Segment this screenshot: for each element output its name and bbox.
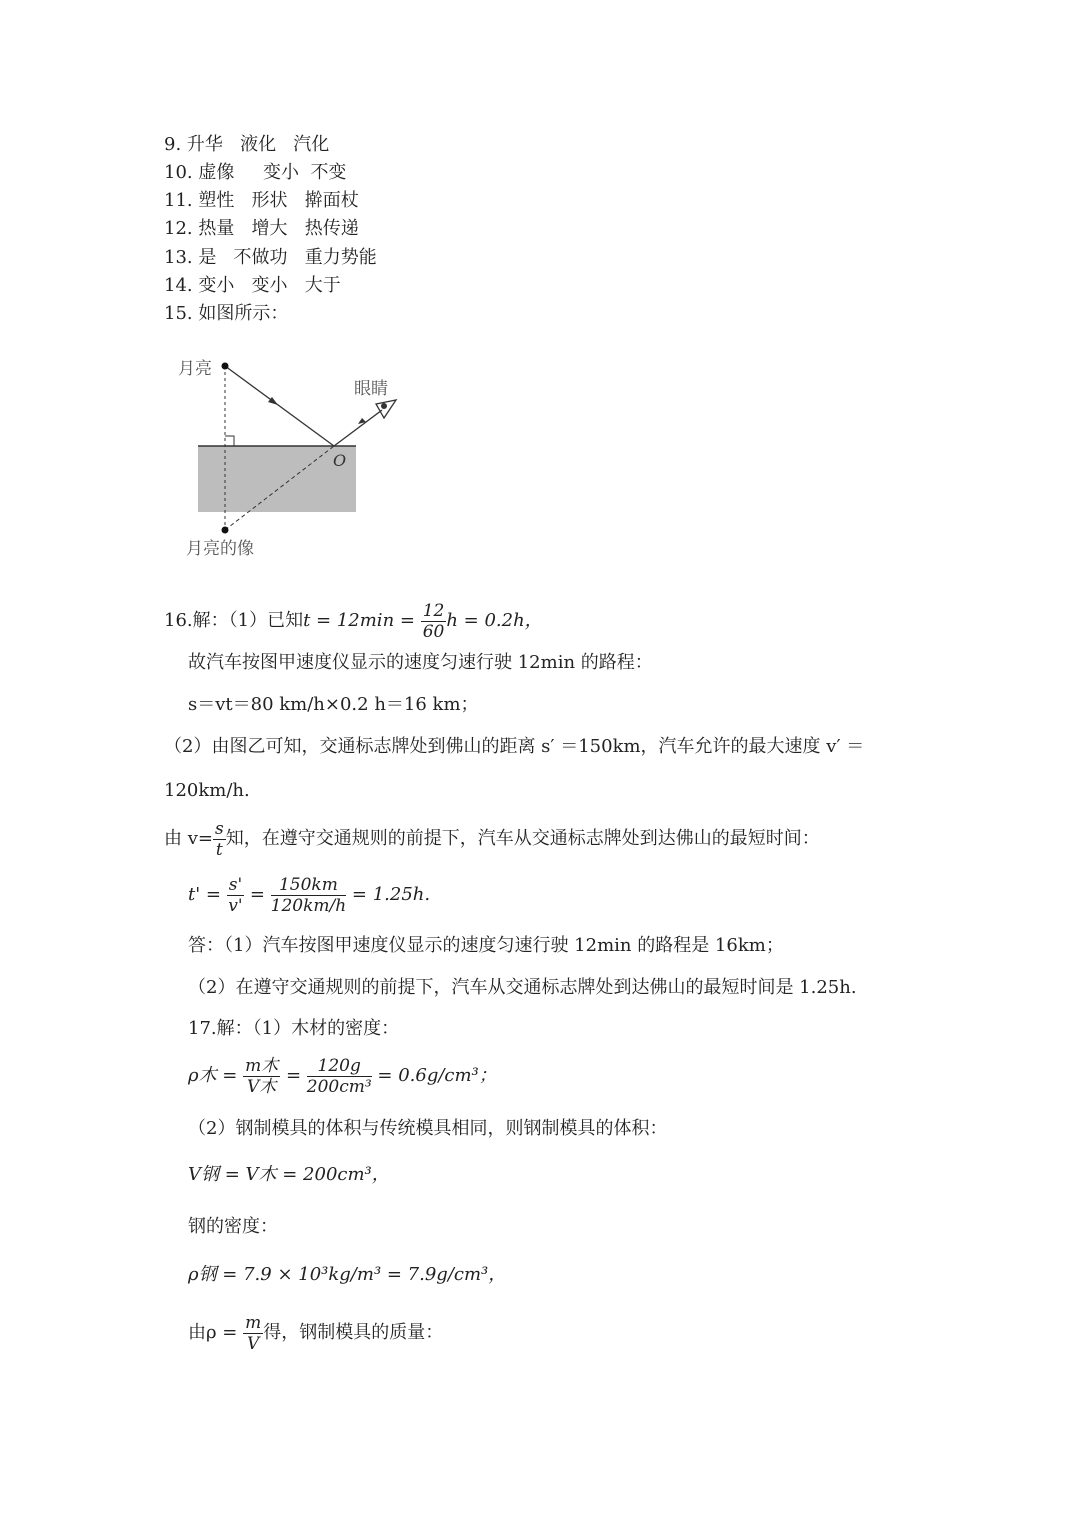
q17-line3: V钢 = V木 = 200cm³， (188, 1164, 390, 1185)
q17-line5: ρ钢 = 7.9 × 10³kg/m³ = 7.9g/cm³， (188, 1264, 507, 1285)
q17-intro: 17.解：（1）木材的密度： (188, 1018, 400, 1039)
eye-icon (376, 400, 396, 418)
moon-image-point (222, 527, 229, 534)
reflected-ray (334, 410, 382, 446)
q16-answer1: 答：（1）汽车按图甲速度仪显示的速度匀速行驶 12min 的路程是 16km； (188, 935, 784, 956)
q16-line1: 16.解：（1）已知t = 12min = $\frac{12}{60}$ h = 0.2h， (164, 600, 543, 642)
q17-line6: 由ρ = $\frac{m}{V}$ 得，钢制模具的质量： (188, 1312, 444, 1354)
q17-line2: （2）钢制模具的体积与传统模具相同，则钢制模具的体积： (188, 1118, 668, 1139)
q17-density-wood: ρ木 = $\frac{\text{m木}}{\text{V木}}$ = $\frac{120g}{\text{200cm³}}$ = 0.6g/cm³； (188, 1055, 497, 1097)
moon-point (222, 363, 229, 370)
question-15-label: 15. 如图所示： (164, 303, 289, 324)
label-moon: 月亮 (178, 359, 212, 379)
answer-10: 10. 虚像 变小 不变 (164, 162, 347, 183)
q16-line5: 120km/h. (164, 780, 250, 801)
q16-line3: s＝vt＝80 km/h×0.2 h＝16 km； (188, 694, 479, 715)
eye-pupil-icon (381, 403, 387, 409)
label-eye: 眼睛 (354, 379, 388, 399)
q16-line6: 由 v= $\frac{s}{t}$ 知，在遵守交通规则的前提下，汽车从交通标志牌处到达佛山的最短时间： (164, 818, 820, 860)
q16-line7: t' = $\frac{s'}{v'}$ = $\frac{150km}{120km/h}$ = 1.25h. (188, 874, 431, 916)
answer-13: 13. 是 不做功 重力势能 (164, 247, 377, 268)
q16-line4: （2）由图乙可知，交通标志牌处到佛山的距离 s′ ＝150km，汽车允许的最大速度 v′ ＝ (164, 736, 865, 757)
answer-11: 11. 塑性 形状 擀面杖 (164, 190, 359, 211)
q16-line2: 故汽车按图甲速度仪显示的速度匀速行驶 12min 的路程： (188, 652, 653, 673)
answer-14: 14. 变小 变小 大于 (164, 275, 341, 296)
answer-9: 9. 升华 液化 汽化 (164, 134, 330, 155)
label-moon-image: 月亮的像 (186, 539, 254, 559)
q16-answer2: （2）在遵守交通规则的前提下，汽车从交通标志牌处到达佛山的最短时间是 1.25h. (188, 977, 857, 998)
answer-12: 12. 热量 增大 热传递 (164, 218, 359, 239)
right-angle-mark (225, 436, 234, 446)
label-point-o: O (333, 451, 347, 470)
incident-ray (225, 366, 334, 446)
q17-line4: 钢的密度： (188, 1216, 278, 1237)
reflection-diagram (170, 348, 410, 563)
